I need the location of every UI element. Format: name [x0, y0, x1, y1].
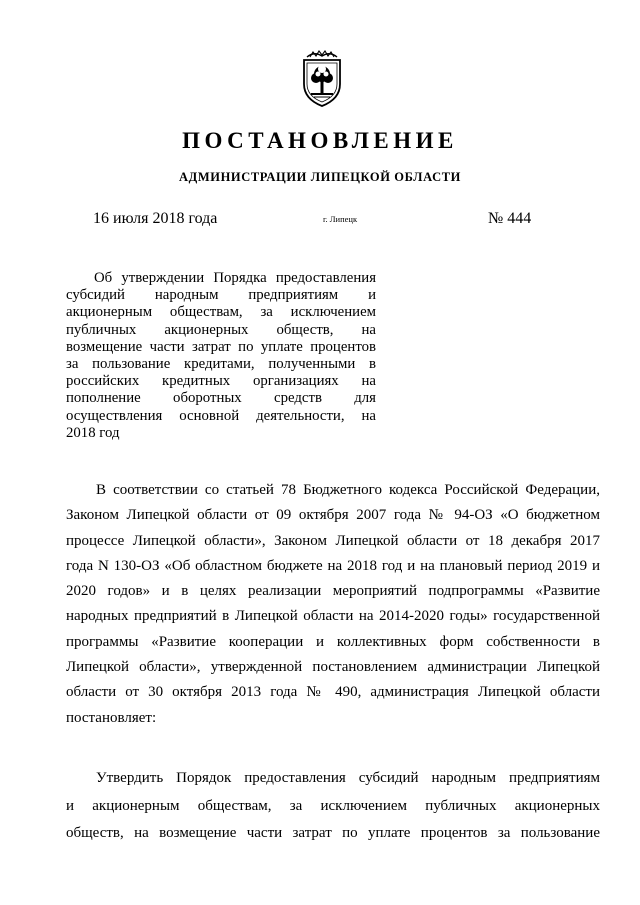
lipetsk-coat-of-arms-icon: [299, 50, 345, 108]
subject-line: акционерным обществам, за исключением: [66, 304, 376, 321]
preamble-line: 2020 годов» и в целях реализации мероприятий подпрограммы «Развитие: [66, 583, 600, 600]
preamble-line: В соответствии со статьей 78 Бюджетного кодекса Российской Федерации,: [96, 482, 600, 498]
preamble-line: народных предприятий в Липецкой области на 2014-2020 годы» государственной: [66, 608, 600, 625]
document-subject: [66, 270, 376, 442]
subject-line: за пользование кредитами, полученными в: [66, 356, 376, 373]
document-number: № 444: [488, 210, 532, 227]
issuing-authority: АДМИНИСТРАЦИИ ЛИПЕЦКОЙ ОБЛАСТИ: [179, 170, 461, 184]
resolution-line: обществ, на возмещение части затрат по уплате процентов за пользование: [66, 825, 600, 841]
subject-line: Об утверждении Порядка предоставления: [94, 270, 376, 286]
preamble-paragraph: [66, 478, 600, 731]
resolution-line: и акционерным обществам, за исключением публичных акционерных: [66, 797, 600, 814]
preamble-line: области от 30 октября 2013 года № 490, администрация Липецкой области: [66, 684, 600, 701]
preamble-line: процессе Липецкой области», Законом Липецкой области от 18 декабря 2017: [66, 532, 600, 549]
preamble-line: года N 130-ОЗ «Об областном бюджете на 2018 год и на плановый период 2019 и: [66, 557, 600, 574]
subject-line: осуществления основной деятельности, на: [66, 407, 376, 424]
resolution-line: Утвердить Порядок предоставления субсидий народным предприятиям: [96, 770, 600, 786]
subject-line: российских кредитных организациях на: [66, 373, 376, 390]
subject-line: публичных акционерных обществ, на: [66, 321, 376, 338]
preamble-line: Липецкой области», утвержденной постановлением администрации Липецкой: [66, 659, 600, 676]
preamble-line: постановляет:: [66, 709, 157, 726]
subject-line: возмещение части затрат по уплате процентов: [66, 338, 376, 355]
document-date: 16 июля 2018 года: [93, 210, 218, 227]
document-title: ПОСТАНОВЛЕНИЕ: [182, 128, 458, 153]
subject-line: 2018 год: [66, 424, 120, 441]
subject-line: субсидий народным предприятиям и: [66, 287, 376, 304]
resolution-paragraph: [66, 765, 600, 848]
preamble-line: программы «Развитие кооперации и коллективных форм собственности в: [66, 633, 600, 650]
subject-line: пополнение оборотных средств для: [66, 390, 376, 407]
document-city: г. Липецк: [323, 214, 358, 224]
preamble-line: Законом Липецкой области от 09 октября 2007 года № 94-ОЗ «О бюджетном: [66, 507, 600, 524]
